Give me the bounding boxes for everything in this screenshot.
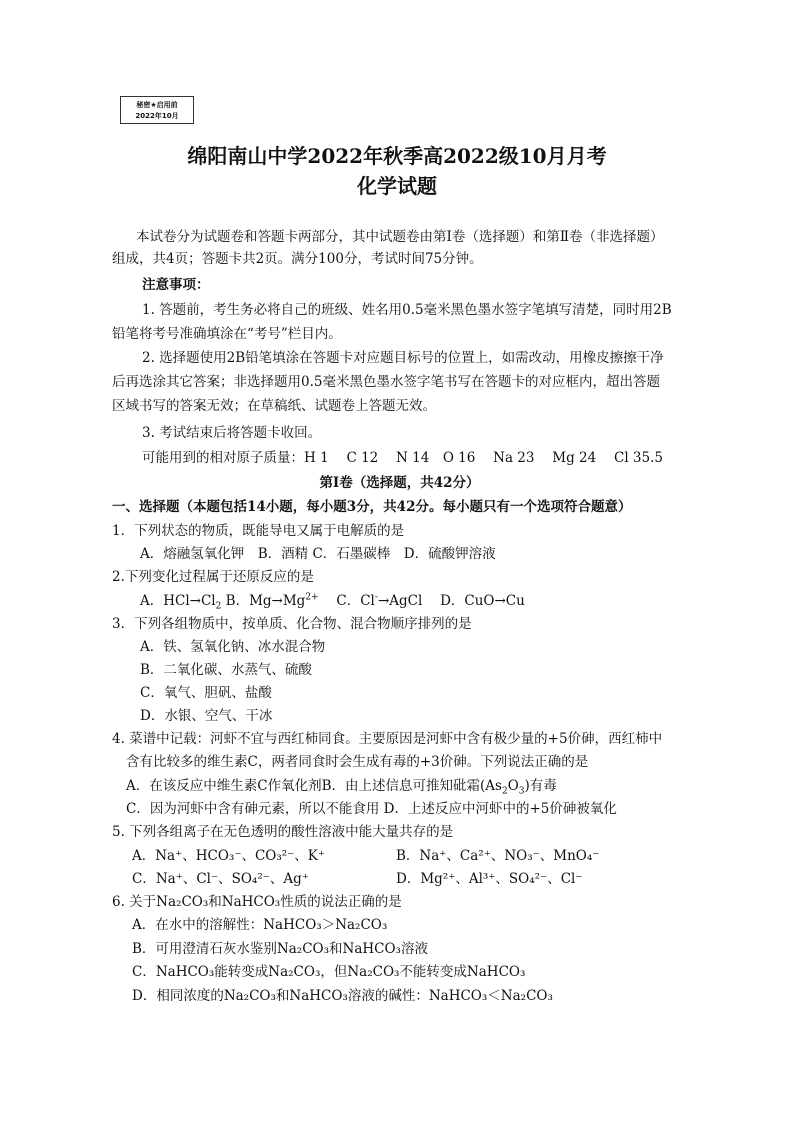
q5-option-b: B．Na⁺、Ca²⁺、NO₃⁻、MnO₄⁻ — [396, 848, 600, 864]
q3-option-d: D．水银、空气、干冰 — [140, 708, 273, 724]
note-2b: 后再选涂其它答案；非选择题用0.5毫米黑色墨水签字笔书写在答题卡的对应框内，超出答题 — [112, 374, 660, 390]
q1-options: A．熔融氢氧化钾 B．酒精 C．石墨碳棒 D．硫酸钾溶液 — [140, 546, 496, 562]
q4-options-cd: C．因为河虾中含有砷元素，所以不能食用 D．上述反应中河虾中的+5价砷被氧化 — [126, 801, 617, 817]
section-heading: 一、选择题（本题包括14小题，每小题3分，共42分。每小题只有一个选项符合题意） — [112, 499, 632, 515]
q5-option-d: D．Mg²⁺、Al³⁺、SO₄²⁻、Cl⁻ — [396, 871, 583, 887]
q5-option-c: C．Na⁺、Cl⁻、SO₄²⁻、Ag⁺ — [132, 871, 309, 887]
q6-stem: 6. 关于Na₂CO₃和NaHCO₃性质的说法正确的是 — [112, 894, 402, 910]
q3-option-b: B．二氧化碳、水蒸气、硫酸 — [140, 662, 312, 678]
stamp-line-1: 秘密★启用前 — [136, 101, 178, 109]
confidential-stamp — [120, 96, 194, 124]
q4-stem-2: 含有比较多的维生素C，两者同食时会生成有毒的+3价砷。下列说法正确的是 — [126, 754, 589, 770]
q3-option-c: C．氧气、胆矾、盐酸 — [140, 685, 272, 701]
note-2c: 区域书写的答案无效；在草稿纸、试题卷上答题无效。 — [112, 398, 436, 414]
intro-line-1: 本试卷分为试题卷和答题卡两部分，其中试题卷由第Ⅰ卷（选择题）和第Ⅱ卷（非选择题） — [136, 229, 664, 245]
part1-heading: 第Ⅰ卷（选择题，共42分） — [319, 475, 480, 491]
note-1b: 铅笔将考号准确填涂在“考号”栏目内。 — [112, 326, 342, 342]
q6-option-d: D．相同浓度的Na₂CO₃和NaHCO₃溶液的碱性：NaHCO₃＜Na₂CO₃ — [132, 988, 553, 1004]
exam-title: 绵阳南山中学2022年秋季高2022级10月月考 — [187, 144, 607, 168]
intro-line-2: 组成，共4页；答题卡共2页。满分100分，考试时间75分钟。 — [112, 251, 483, 267]
atomic-masses: 可能用到的相对原子质量：H 1 C 12 N 14 O 16 Na 23 Mg 24 Cl 35.5 — [142, 450, 663, 466]
q3-stem: 3．下列各组物质中，按单质、化合物、混合物顺序排列的是 — [112, 616, 472, 632]
q6-option-a: A．在水中的溶解性：NaHCO₃＞Na₂CO₃ — [132, 917, 388, 933]
q2-stem: 2.下列变化过程属于还原反应的是 — [112, 569, 314, 585]
q2-options: A．$HCl\to Cl_2$ B．$Mg\to Mg^{2+}$ C．Cl-→AgCl D．CuO→Cu — [140, 592, 525, 612]
note-1a: 1. 答题前，考生务必将自己的班级、姓名用0.5毫米黑色墨水签字笔填写清楚，同时用2B — [142, 302, 672, 318]
q6-option-b: B．可用澄清石灰水鉴别Na₂CO₃和NaHCO₃溶液 — [132, 941, 428, 957]
q3-option-a: A．铁、氢氧化钠、冰水混合物 — [140, 639, 326, 655]
q1-stem: 1．下列状态的物质，既能导电又属于电解质的是 — [112, 523, 405, 539]
q4-stem-1: 4. 菜谱中记载：河虾不宜与西红柿同食。主要原因是河虾中含有极少量的+5价砷，西红柿中 — [112, 731, 663, 747]
q5-stem: 5. 下列各组离子在无色透明的酸性溶液中能大量共存的是 — [112, 824, 454, 840]
note-3: 3. 考试结束后将答题卡收回。 — [142, 425, 322, 441]
stamp-line-2: 2022年10月 — [135, 112, 179, 120]
q4-options-ab: A．在该反应中维生素C作氧化剂B．由上述信息可推知砒霜$(As_2O_3)$有毒 — [126, 778, 557, 797]
note-2a: 2. 选择题使用2B铅笔填涂在答题卡对应题目标号的位置上，如需改动，用橡皮擦擦干净 — [142, 350, 664, 366]
notes-heading: 注意事项： — [142, 277, 210, 293]
exam-subtitle: 化学试题 — [357, 174, 437, 198]
q6-option-c: C．NaHCO₃能转变成Na₂CO₃，但Na₂CO₃不能转变成NaHCO₃ — [132, 964, 526, 980]
q5-option-a: A．Na⁺、HCO₃⁻、CO₃²⁻、K⁺ — [132, 848, 326, 864]
